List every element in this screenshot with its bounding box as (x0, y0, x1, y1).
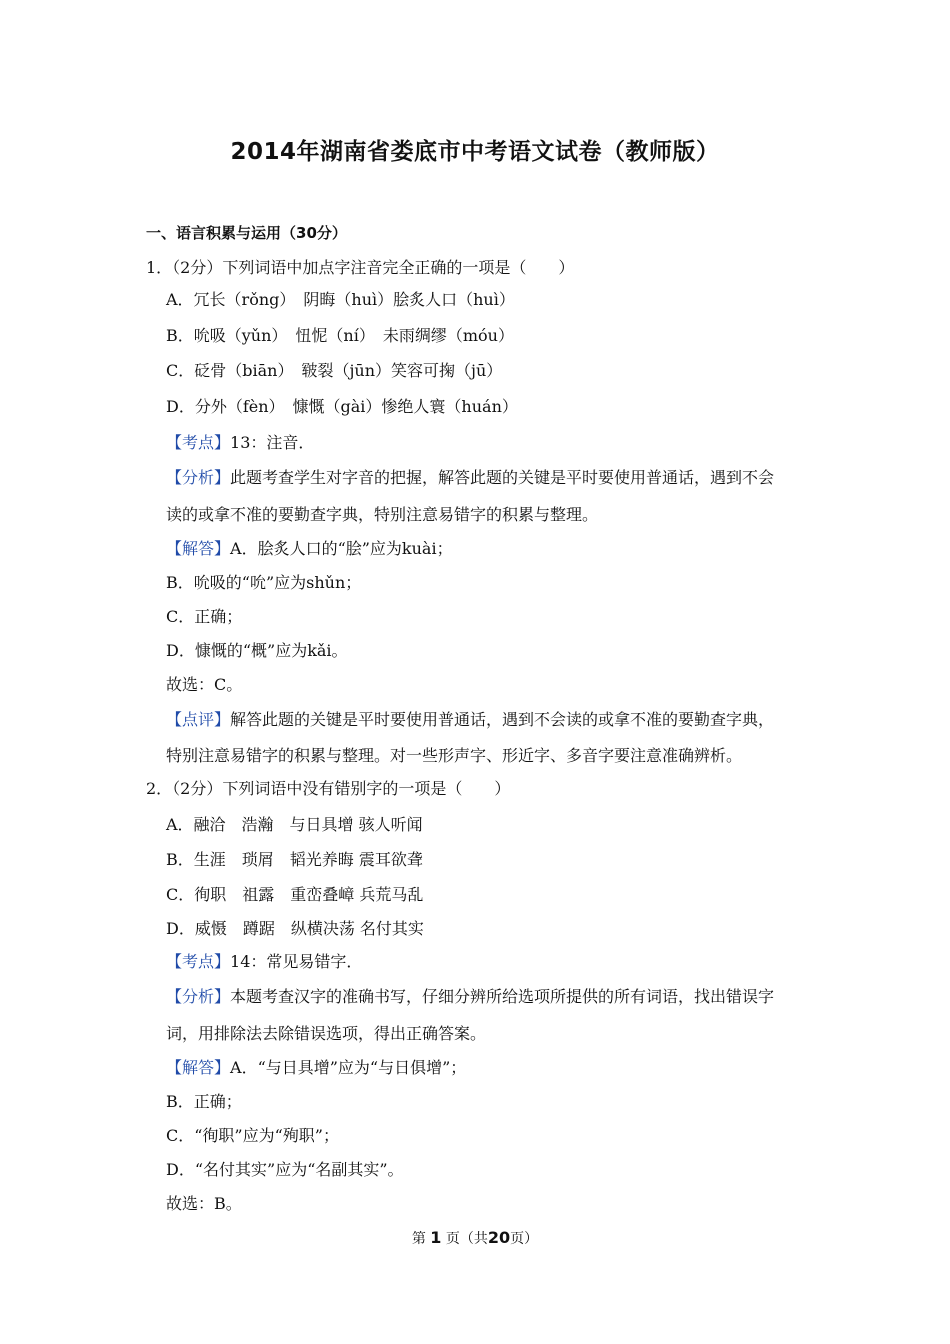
footer-page-number: 1 (430, 1228, 442, 1247)
question-1-fenxi-cont: 读的或拿不准的要勤查字典，特别注意易错字的积累与整理。 (166, 505, 599, 524)
question-2-jieda (166, 1057, 466, 1079)
footer-mid: 页（共 (445, 1231, 488, 1247)
question-1-jieda (166, 538, 453, 560)
fenxi-tag: 【分析】 (166, 987, 231, 1006)
question-1-option-c: C．砭骨（biān） 皲裂（jūn）笑容可掬（jū） (166, 361, 503, 380)
question-1-dianping (166, 709, 774, 731)
question-1-option-d: D．分外（fèn） 慷慨（gài）惨绝人寰（huán） (166, 397, 518, 416)
question-1-jieda-b: B．吮吸的“吮”应为shǔn； (166, 573, 362, 592)
question-1-answer: 故选：C。 (166, 675, 243, 694)
question-1-jieda-c: C．正确； (166, 607, 243, 626)
footer-pre: 第 (411, 1231, 426, 1247)
question-2-option-c: C．徇职 祖露 重峦叠嶂 兵荒马乱 (166, 885, 424, 904)
question-2-option-a: A．融洽 浩瀚 与日具增 骇人听闻 (166, 815, 423, 834)
jieda-text: A．脍炙人口的“脍”应为kuài； (230, 539, 453, 558)
question-2-option-d: D．威慑 蹲踞 纵横决荡 名付其实 (166, 919, 424, 938)
question-2-fenxi (166, 986, 774, 1008)
question-1-fenxi (166, 467, 774, 489)
jieda-tag: 【解答】 (166, 539, 231, 558)
question-1-kaodian (166, 432, 314, 454)
dianping-tag: 【点评】 (166, 710, 231, 729)
fenxi-text: 本题考查汉字的准确书写，仔细分辨所给选项所提供的所有词语，找出错误字 (230, 987, 775, 1006)
page-footer (0, 1228, 950, 1248)
question-2-jieda-d: D．“名付其实”应为“名副其实”。 (166, 1160, 404, 1179)
fenxi-text: 此题考查学生对字音的把握，解答此题的关键是平时要使用普通话，遇到不会 (230, 468, 775, 487)
question-1-dianping-cont: 特别注意易错字的积累与整理。对一些形声字、形近字、多音字要注意准确辨析。 (166, 746, 743, 765)
question-1-stem: 1．（2分）下列词语中加点字注音完全正确的一项是（ ） (146, 258, 575, 277)
question-1-option-a: A．冗长（rǒng） 阴晦（huì）脍炙人口（huì） (166, 290, 515, 309)
kaodian-text: 13：注音． (230, 433, 315, 452)
question-2-kaodian (166, 951, 362, 973)
section-heading: 一、语言积累与运用（30分） (146, 224, 347, 242)
jieda-tag: 【解答】 (166, 1058, 231, 1077)
question-1-jieda-d: D．慷慨的“概”应为kǎi。 (166, 641, 348, 660)
kaodian-text: 14：常见易错字． (230, 952, 363, 971)
jieda-text: A．“与日具增”应为“与日俱增”； (230, 1058, 467, 1077)
footer-total-pages: 20 (487, 1228, 511, 1247)
fenxi-tag: 【分析】 (166, 468, 231, 487)
question-2-answer: 故选：B。 (166, 1194, 242, 1213)
question-2-option-b: B．生涯 琐屑 韬光养晦 震耳欲聋 (166, 850, 423, 869)
dianping-text: 解答此题的关键是平时要使用普通话，遇到不会读的或拿不准的要勤查字典， (230, 710, 775, 729)
question-2-stem: 2．（2分）下列词语中没有错别字的一项是（ ） (146, 779, 511, 798)
question-2-jieda-c: C．“徇职”应为“殉职”； (166, 1126, 339, 1145)
question-2-jieda-b: B．正确； (166, 1092, 242, 1111)
question-1-option-b: B．吮吸（yǔn） 忸怩（ní） 未雨绸缪（móu） (166, 326, 514, 345)
question-2-fenxi-cont: 词，用排除法去除错误选项，得出正确答案。 (166, 1024, 487, 1043)
kaodian-tag: 【考点】 (166, 952, 231, 971)
kaodian-tag: 【考点】 (166, 433, 231, 452)
footer-post: 页） (510, 1231, 539, 1247)
page-title: 2014年湖南省娄底市中考语文试卷（教师版） (230, 139, 720, 165)
